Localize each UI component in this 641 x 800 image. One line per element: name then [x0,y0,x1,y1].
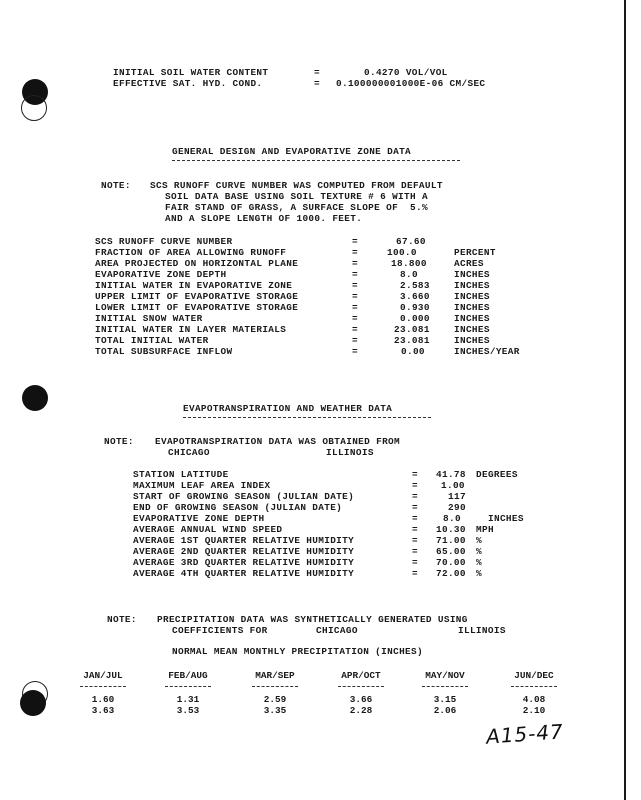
design-row-label: FRACTION OF AREA ALLOWING RUNOFF [95,247,287,258]
evapo-row-label: EVAPORATIVE ZONE DEPTH [133,513,265,524]
precip-note-state: ILLINOIS [458,625,506,636]
design-row-label: INITIAL SNOW WATER [95,313,203,324]
design-row-value: 0.00 [401,346,425,357]
precip-note-line-1: PRECIPITATION DATA WAS SYNTHETICALLY GENERATED USING [157,614,468,625]
design-row-unit: INCHES [454,269,490,280]
precip-header-underline [338,686,384,687]
design-row-label: INITIAL WATER IN LAYER MATERIALS [95,324,287,335]
punch-hole-bottom [20,690,46,716]
precip-header: APR/OCT [341,670,381,681]
design-row-value: 67.60 [396,236,426,247]
evapo-row-value: 10.30 [436,524,466,535]
design-row-value: 3.660 [400,291,430,302]
design-row-unit: INCHES [454,302,490,313]
evapo-row-eq: = [412,480,418,491]
evapo-row-value: 70.00 [436,557,466,568]
evapo-row-label: MAXIMUM LEAF AREA INDEX [133,480,271,491]
precip-cell: 4.08 [522,694,546,705]
evapo-title: EVAPOTRANSPIRATION AND WEATHER DATA [183,403,393,414]
precip-cell: 2.28 [349,705,373,716]
sat-hyd-cond-eq: = [314,78,320,89]
design-row-unit: INCHES [454,280,490,291]
evapo-row-value: 41.78 [436,469,466,480]
design-row-eq: = [352,313,358,324]
design-row-eq: = [352,335,358,346]
design-row-label: LOWER LIMIT OF EVAPORATIVE STORAGE [95,302,299,313]
evapo-row-eq: = [412,568,418,579]
evapo-row-value: 65.00 [436,546,466,557]
design-note-label: NOTE: [101,180,131,191]
evapo-row-unit: INCHES [488,513,524,524]
design-row-unit: INCHES [454,335,490,346]
design-row-eq: = [352,291,358,302]
evapo-row-unit: MPH [476,524,494,535]
design-row-eq: = [352,236,358,247]
precip-note-label: NOTE: [107,614,137,625]
design-row-eq: = [352,302,358,313]
design-row-unit: INCHES [454,324,490,335]
design-row-unit: INCHES [454,291,490,302]
design-row-eq: = [352,269,358,280]
evapo-title-underline [183,417,431,418]
precip-header: JUN/DEC [514,670,554,681]
evapo-note-city: CHICAGO [168,447,210,458]
precip-cell: 2.10 [522,705,546,716]
design-row-eq: = [352,247,358,258]
design-row-unit: INCHES [454,313,490,324]
sat-hyd-cond-value: 0.100000001000E-06 CM/SEC [336,78,486,89]
precip-note-city: CHICAGO [316,625,358,636]
evapo-row-value: 71.00 [436,535,466,546]
evapo-row-value: 290 [448,502,466,513]
precip-cell: 3.15 [433,694,457,705]
precip-header: MAY/NOV [425,670,465,681]
design-row-label: SCS RUNOFF CURVE NUMBER [95,236,233,247]
evapo-row-label: AVERAGE 4TH QUARTER RELATIVE HUMIDITY [133,568,355,579]
precip-title: NORMAL MEAN MONTHLY PRECIPITATION (INCHES) [172,646,423,657]
design-row-value: 100.0 [387,247,417,258]
handwritten-page-number: A15-47 [485,719,565,749]
evapo-row-label: STATION LATITUDE [133,469,229,480]
precip-header: JAN/JUL [83,670,123,681]
initial-soil-water-label: INITIAL SOIL WATER CONTENT [113,67,269,78]
evapo-row-value: 1.00 [441,480,465,491]
design-row-eq: = [352,324,358,335]
design-row-label: INITIAL WATER IN EVAPORATIVE ZONE [95,280,293,291]
precip-header-underline [252,686,298,687]
design-row-value: 0.930 [400,302,430,313]
sat-hyd-cond-label: EFFECTIVE SAT. HYD. COND. [113,78,263,89]
evapo-row-value: 8.0 [443,513,461,524]
precip-header-underline [422,686,468,687]
design-row-value: 2.583 [400,280,430,291]
design-row-eq: = [352,346,358,357]
precip-header-underline [511,686,557,687]
precip-cell: 2.06 [433,705,457,716]
evapo-row-unit: % [476,546,482,557]
design-row-label: TOTAL INITIAL WATER [95,335,209,346]
evapo-row-label: AVERAGE 3RD QUARTER RELATIVE HUMIDITY [133,557,355,568]
evapo-row-eq: = [412,513,418,524]
design-row-eq: = [352,280,358,291]
evapo-row-eq: = [412,469,418,480]
design-note-line-4: AND A SLOPE LENGTH OF 1000. FEET. [165,213,363,224]
precip-cell: 3.66 [349,694,373,705]
design-title: GENERAL DESIGN AND EVAPORATIVE ZONE DATA [172,146,412,157]
precip-cell: 3.63 [91,705,115,716]
design-row-value: 0.000 [400,313,430,324]
precip-cell: 1.60 [91,694,115,705]
evapo-row-label: END OF GROWING SEASON (JULIAN DATE) [133,502,343,513]
evapo-note-line-1: EVAPOTRANSPIRATION DATA WAS OBTAINED FROM [155,436,401,447]
precip-note-coeff: COEFFICIENTS FOR [172,625,268,636]
initial-soil-water-eq: = [314,67,320,78]
precip-header: FEB/AUG [168,670,208,681]
design-row-label: TOTAL SUBSURFACE INFLOW [95,346,233,357]
evapo-row-unit: DEGREES [476,469,518,480]
evapo-row-eq: = [412,524,418,535]
page-edge-line [624,0,626,800]
evapo-row-label: START OF GROWING SEASON (JULIAN DATE) [133,491,355,502]
design-row-value: 23.081 [394,324,430,335]
evapo-note-label: NOTE: [104,436,134,447]
precip-header-underline [80,686,126,687]
design-note-line-3: FAIR STAND OF GRASS, A SURFACE SLOPE OF 5.% [165,202,428,213]
precip-cell: 2.59 [263,694,287,705]
design-note-line-2: SOIL DATA BASE USING SOIL TEXTURE # 6 WITH A [165,191,428,202]
evapo-row-eq: = [412,557,418,568]
evapo-row-eq: = [412,546,418,557]
evapo-row-label: AVERAGE ANNUAL WIND SPEED [133,524,283,535]
evapo-row-value: 117 [448,491,466,502]
design-row-label: EVAPORATIVE ZONE DEPTH [95,269,227,280]
design-row-eq: = [352,258,358,269]
precip-cell: 3.53 [176,705,200,716]
design-note-line-1: SCS RUNOFF CURVE NUMBER WAS COMPUTED FROM DEFAULT [150,180,443,191]
evapo-row-value: 72.00 [436,568,466,579]
evapo-note-state: ILLINOIS [326,447,374,458]
punch-hole-middle [22,385,48,411]
precip-cell: 1.31 [176,694,200,705]
punch-hole-ring-top [21,95,47,121]
design-row-unit: INCHES/YEAR [454,346,520,357]
design-row-unit: PERCENT [454,247,496,258]
initial-soil-water-value: 0.4270 VOL/VOL [364,67,448,78]
evapo-row-eq: = [412,491,418,502]
design-row-unit: ACRES [454,258,484,269]
evapo-row-label: AVERAGE 2ND QUARTER RELATIVE HUMIDITY [133,546,355,557]
evapo-row-unit: % [476,535,482,546]
precip-header: MAR/SEP [255,670,295,681]
evapo-row-unit: % [476,557,482,568]
design-row-value: 18.800 [391,258,427,269]
evapo-row-unit: % [476,568,482,579]
design-row-label: AREA PROJECTED ON HORIZONTAL PLANE [95,258,299,269]
design-row-value: 23.081 [394,335,430,346]
evapo-row-label: AVERAGE 1ST QUARTER RELATIVE HUMIDITY [133,535,355,546]
design-row-value: 8.0 [400,269,418,280]
evapo-row-eq: = [412,502,418,513]
precip-cell: 3.35 [263,705,287,716]
design-title-underline [172,160,460,161]
precip-header-underline [165,686,211,687]
evapo-row-eq: = [412,535,418,546]
design-row-label: UPPER LIMIT OF EVAPORATIVE STORAGE [95,291,299,302]
